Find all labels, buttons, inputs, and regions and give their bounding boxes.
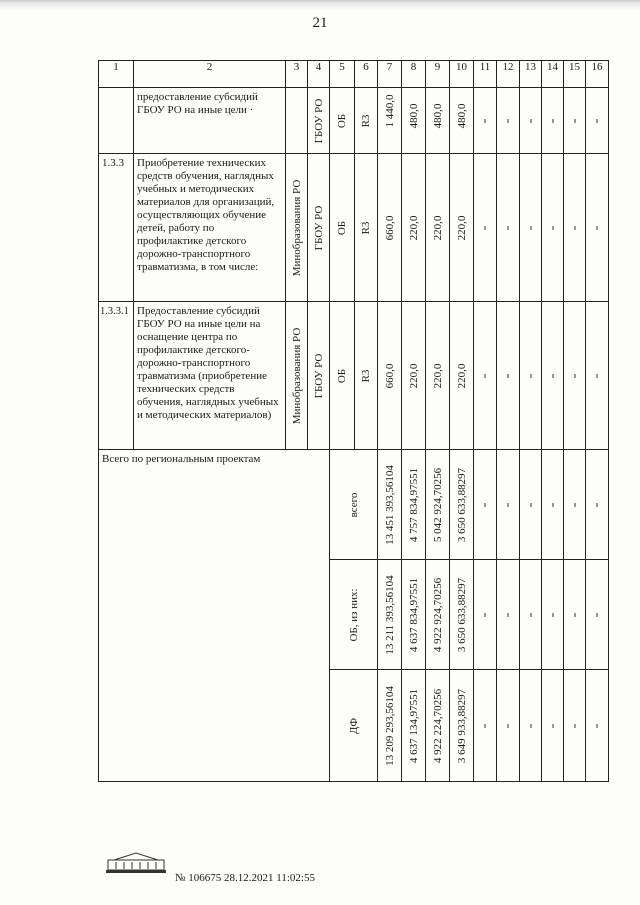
empty-cell <box>586 302 609 450</box>
value-cell <box>402 88 426 154</box>
value-cell <box>450 560 474 670</box>
value-text: 5 042 924,70256 <box>431 467 444 542</box>
empty-cell <box>586 88 609 154</box>
empty-cell <box>564 450 586 560</box>
value-text: 4 637 834,97551 <box>407 577 420 652</box>
value-cell <box>450 670 474 782</box>
recipient-text: ГБОУ РО <box>312 98 325 143</box>
value-text: 220,0 <box>407 363 420 388</box>
dash-mark <box>597 503 598 507</box>
empty-cell <box>564 560 586 670</box>
value-text: 660,0 <box>383 363 396 388</box>
dash-mark <box>530 226 531 230</box>
header-cell: 12 <box>497 61 520 88</box>
empty-cell <box>586 670 609 782</box>
value-text: 3 649 933,88297 <box>455 688 468 763</box>
row-number-cell <box>99 88 134 154</box>
value-cell <box>426 302 450 450</box>
dash-mark <box>485 724 486 728</box>
executor-cell <box>286 88 308 154</box>
row-number-cell <box>99 154 134 302</box>
header-cell: 10 <box>450 61 474 88</box>
empty-cell <box>542 302 564 450</box>
recipient-cell <box>308 302 330 450</box>
empty-cell <box>474 154 497 302</box>
executor-text: Минобразования РО <box>290 179 303 276</box>
header-cell: 2 <box>134 61 286 88</box>
value-cell <box>378 560 402 670</box>
value-cell <box>450 302 474 450</box>
code-cell <box>355 302 378 450</box>
dash-mark <box>552 374 553 378</box>
empty-cell <box>474 560 497 670</box>
value-text: 220,0 <box>407 215 420 240</box>
dash-mark <box>485 613 486 617</box>
dash-mark <box>597 374 598 378</box>
dash-mark <box>574 226 575 230</box>
dash-mark <box>552 724 553 728</box>
empty-cell <box>497 302 520 450</box>
totals-type-text: ДФ <box>347 717 360 734</box>
header-cell: 15 <box>564 61 586 88</box>
row-text-cell <box>134 302 286 450</box>
value-cell <box>378 670 402 782</box>
dash-mark <box>485 226 486 230</box>
header-row <box>99 61 609 88</box>
row-text-cell <box>134 154 286 302</box>
header-cell: 13 <box>520 61 542 88</box>
empty-cell <box>564 154 586 302</box>
dash-mark <box>597 119 598 123</box>
recipient-cell <box>308 88 330 154</box>
empty-cell <box>542 154 564 302</box>
dash-mark <box>552 226 553 230</box>
empty-cell <box>542 670 564 782</box>
page-number: 21 <box>312 15 328 31</box>
totals-label-cell <box>99 450 330 782</box>
source-text: ОБ <box>336 220 348 235</box>
row-text: предоставление субсидий ГБОУ РО на иные цели · <box>137 91 258 116</box>
row-text: Приобретение технических средств обучения, наглядных учебных и методических материалов для организаций, осуществляющих обучение детей, работу по профилактике детского дорожно-транспортного травматизма, в том числе: <box>137 157 275 273</box>
header-cell: 9 <box>426 61 450 88</box>
dash-mark <box>508 724 509 728</box>
empty-cell <box>520 670 542 782</box>
totals-label: Всего по региональным проектам <box>102 453 261 465</box>
value-text: 13 209 293,56104 <box>383 685 396 766</box>
dash-mark <box>574 119 575 123</box>
value-text: 4 637 134,97551 <box>407 688 420 763</box>
empty-cell <box>497 88 520 154</box>
dash-mark <box>485 374 486 378</box>
document-registration-stamp: № 106675 28.12.2021 11:02:55 <box>175 872 315 884</box>
recipient-text: ГБОУ РО <box>312 353 325 398</box>
value-text: 220,0 <box>431 363 444 388</box>
empty-cell <box>564 302 586 450</box>
empty-cell <box>542 560 564 670</box>
row-text-cell <box>134 88 286 154</box>
budget-table <box>98 60 609 782</box>
empty-cell <box>564 670 586 782</box>
dash-mark <box>552 119 553 123</box>
empty-cell <box>564 88 586 154</box>
dash-mark <box>485 119 486 123</box>
empty-cell <box>497 450 520 560</box>
empty-cell <box>520 88 542 154</box>
value-text: 220,0 <box>431 215 444 240</box>
value-cell <box>426 450 450 560</box>
dash-mark <box>508 226 509 230</box>
header-cell: 1 <box>99 61 134 88</box>
empty-cell <box>474 450 497 560</box>
dash-mark <box>508 613 509 617</box>
source-cell <box>330 88 355 154</box>
value-cell <box>450 88 474 154</box>
value-text: 3 650 633,88297 <box>455 467 468 542</box>
empty-cell <box>542 450 564 560</box>
dash-mark <box>530 724 531 728</box>
empty-cell <box>474 88 497 154</box>
source-cell <box>330 154 355 302</box>
value-cell <box>450 450 474 560</box>
source-cell <box>330 302 355 450</box>
dash-mark <box>508 374 509 378</box>
dash-mark <box>552 613 553 617</box>
value-cell <box>426 154 450 302</box>
value-cell <box>450 154 474 302</box>
empty-cell <box>520 560 542 670</box>
value-text: 1 440,0 <box>383 94 396 128</box>
empty-cell <box>497 560 520 670</box>
dash-mark <box>508 503 509 507</box>
row-text: Предоставление субсидий ГБОУ РО на иные цели на оснащение центра по профилактике детского-дорожно-транспортного травматизма (приобретение технических средств обучения, наглядных учебных и методических материалов) <box>137 305 279 421</box>
value-cell <box>378 302 402 450</box>
header-cell: 8 <box>402 61 426 88</box>
dash-mark <box>574 724 575 728</box>
table-row <box>99 88 609 154</box>
empty-cell <box>520 154 542 302</box>
code-text: R3 <box>360 221 372 234</box>
value-text: 13 451 393,56104 <box>383 464 396 545</box>
dash-mark <box>597 724 598 728</box>
dash-mark <box>530 119 531 123</box>
empty-cell <box>474 302 497 450</box>
empty-cell <box>520 302 542 450</box>
value-text: 220,0 <box>455 363 468 388</box>
dash-mark <box>574 503 575 507</box>
totals-type-text: ОБ, из них: <box>347 587 360 642</box>
value-text: 220,0 <box>455 215 468 240</box>
value-cell <box>378 450 402 560</box>
executor-text: Минобразования РО <box>290 327 303 424</box>
header-cell: 3 <box>286 61 308 88</box>
dash-mark <box>508 119 509 123</box>
value-text: 660,0 <box>383 215 396 240</box>
value-cell <box>402 154 426 302</box>
recipient-text: ГБОУ РО <box>312 205 325 250</box>
row-number: 1.3.3.1 <box>100 306 129 317</box>
header-cell: 7 <box>378 61 402 88</box>
totals-type-cell <box>330 560 378 670</box>
value-text: 4 757 834,97551 <box>407 467 420 542</box>
dash-mark <box>530 374 531 378</box>
dash-mark <box>597 613 598 617</box>
code-text: R3 <box>360 114 372 127</box>
source-text: ОБ <box>336 113 348 128</box>
value-cell <box>378 88 402 154</box>
value-text: 480,0 <box>407 103 420 129</box>
empty-cell <box>586 154 609 302</box>
row-number: 1.3.3 <box>102 157 124 169</box>
value-cell <box>426 88 450 154</box>
value-cell <box>426 560 450 670</box>
row-number-cell <box>99 302 134 450</box>
empty-cell <box>586 450 609 560</box>
executor-cell <box>286 302 308 450</box>
header-cell: 11 <box>474 61 497 88</box>
empty-cell <box>474 670 497 782</box>
code-text: R3 <box>360 369 372 382</box>
value-cell <box>378 154 402 302</box>
value-text: 13 211 393,56104 <box>383 574 396 655</box>
value-cell <box>426 670 450 782</box>
empty-cell <box>520 450 542 560</box>
code-cell <box>355 154 378 302</box>
dash-mark <box>552 503 553 507</box>
empty-cell <box>497 154 520 302</box>
value-cell <box>402 450 426 560</box>
dash-mark <box>574 613 575 617</box>
value-cell <box>402 670 426 782</box>
totals-type-cell <box>330 670 378 782</box>
source-text: ОБ <box>336 368 348 383</box>
header-cell: 4 <box>308 61 330 88</box>
value-text: 3 650 633,88297 <box>455 577 468 652</box>
recipient-cell <box>308 154 330 302</box>
table-row <box>99 154 609 302</box>
totals-row <box>99 450 609 560</box>
header-cell: 6 <box>355 61 378 88</box>
code-cell <box>355 88 378 154</box>
building-stamp-icon <box>106 850 166 874</box>
totals-type-cell <box>330 450 378 560</box>
dash-mark <box>530 503 531 507</box>
totals-type-text: всего <box>347 492 360 517</box>
value-cell <box>402 560 426 670</box>
dash-mark <box>485 503 486 507</box>
value-text: 4 922 224,70256 <box>431 688 444 763</box>
table-row <box>99 302 609 450</box>
dash-mark <box>530 613 531 617</box>
dash-mark <box>597 226 598 230</box>
value-text: 4 922 924,70256 <box>431 577 444 652</box>
scan-edge <box>0 0 640 10</box>
empty-cell <box>497 670 520 782</box>
value-cell <box>402 302 426 450</box>
header-cell: 16 <box>586 61 609 88</box>
executor-cell <box>286 154 308 302</box>
header-cell: 14 <box>542 61 564 88</box>
header-cell: 5 <box>330 61 355 88</box>
value-text: 480,0 <box>455 103 468 129</box>
empty-cell <box>586 560 609 670</box>
value-text: 480,0 <box>431 103 444 129</box>
empty-cell <box>542 88 564 154</box>
dash-mark <box>574 374 575 378</box>
